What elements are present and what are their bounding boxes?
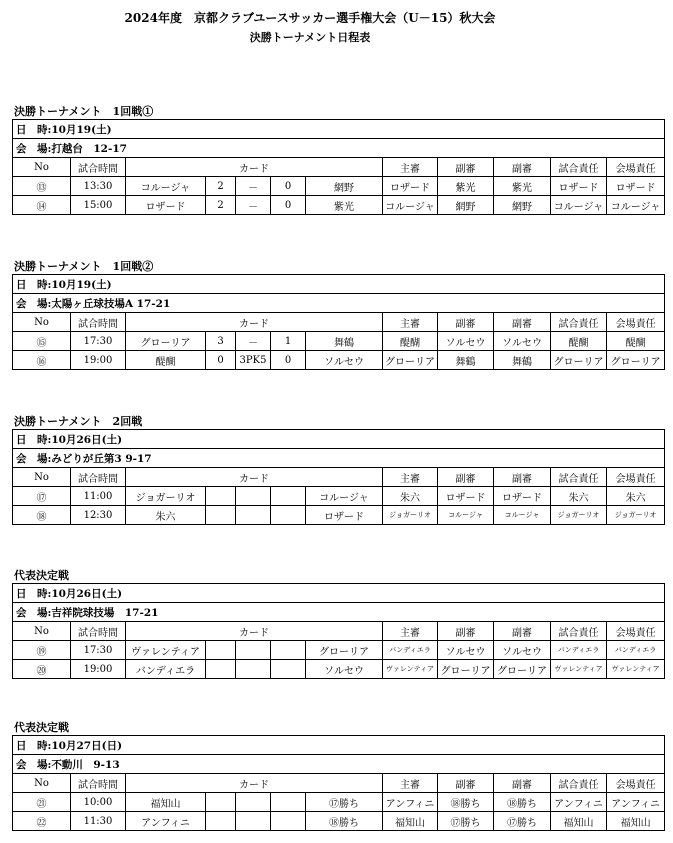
cell-score2 <box>271 641 306 660</box>
match-row <box>13 641 665 660</box>
date-row <box>13 430 665 449</box>
cell-no: ⑯ <box>13 351 71 370</box>
cell-venue-manager: バンディエラ <box>607 641 665 660</box>
header-card: カード <box>126 468 383 487</box>
cell-match-manager: 福知山 <box>551 812 607 831</box>
cell-assistant1: グローリア <box>438 660 494 679</box>
header-row <box>13 158 665 177</box>
cell-score2: 1 <box>271 332 306 351</box>
header-card: カード <box>126 313 383 332</box>
section-title: 決勝トーナメント 1回戦① <box>14 105 154 118</box>
cell-team2: 紫光 <box>306 196 383 215</box>
match-venue: 会 場:みどりが丘第3 9-17 <box>13 449 665 468</box>
cell-team1: ヴァレンティア <box>126 641 206 660</box>
cell-assistant2: ロザード <box>494 487 551 506</box>
header-match-manager: 試合責任 <box>551 313 607 332</box>
section-title: 決勝トーナメント 2回戦 <box>14 415 143 428</box>
match-row <box>13 487 665 506</box>
cell-team1: 醍醐 <box>126 351 206 370</box>
header-time: 試合時間 <box>71 622 126 641</box>
match-row <box>13 196 665 215</box>
cell-venue-manager: ジョガーリオ <box>607 506 665 525</box>
header-time: 試合時間 <box>71 158 126 177</box>
cell-score2 <box>271 506 306 525</box>
schedule-section <box>12 720 664 831</box>
match-date: 日 時:10月26日(土) <box>13 584 665 603</box>
cell-assistant1: 舞鶴 <box>438 351 494 370</box>
cell-match-manager: ジョガーリオ <box>551 506 607 525</box>
header-row <box>13 313 665 332</box>
date-row <box>13 736 665 755</box>
cell-mid: － <box>236 177 271 196</box>
header-no: No <box>13 774 71 793</box>
cell-assistant1: ロザード <box>438 487 494 506</box>
cell-mid <box>236 641 271 660</box>
cell-time: 13:30 <box>71 177 126 196</box>
cell-team2: ソルセウ <box>306 660 383 679</box>
cell-venue-manager: ロザード <box>607 177 665 196</box>
cell-team1: バンディエラ <box>126 660 206 679</box>
cell-no: ㉒ <box>13 812 71 831</box>
cell-venue-manager: アンフィニ <box>607 793 665 812</box>
cell-assistant1: コルージャ <box>438 506 494 525</box>
header-row <box>13 468 665 487</box>
date-row <box>13 120 665 139</box>
cell-time: 11:30 <box>71 812 126 831</box>
header-assistant1: 副審 <box>438 622 494 641</box>
cell-assistant2: ソルセウ <box>494 641 551 660</box>
header-time: 試合時間 <box>71 313 126 332</box>
cell-team1: ロザード <box>126 196 206 215</box>
header-no: No <box>13 622 71 641</box>
cell-venue-manager: 福知山 <box>607 812 665 831</box>
header-match-manager: 試合責任 <box>551 774 607 793</box>
cell-team2: ⑱勝ち <box>306 812 383 831</box>
match-date: 日 時:10月19(土) <box>13 120 665 139</box>
header-card: カード <box>126 622 383 641</box>
cell-match-manager: 朱六 <box>551 487 607 506</box>
cell-team2: ⑰勝ち <box>306 793 383 812</box>
header-match-manager: 試合責任 <box>551 622 607 641</box>
header-assistant2: 副審 <box>494 622 551 641</box>
cell-referee: バンディエラ <box>383 641 438 660</box>
cell-venue-manager: 朱六 <box>607 487 665 506</box>
cell-no: ⑮ <box>13 332 71 351</box>
match-venue: 会 場:太陽ヶ丘球技場A 17-21 <box>13 294 665 313</box>
cell-score1: 2 <box>206 177 236 196</box>
schedule-table <box>12 119 665 215</box>
cell-team1: 朱六 <box>126 506 206 525</box>
cell-score1: 3 <box>206 332 236 351</box>
header-no: No <box>13 468 71 487</box>
cell-no: ⑬ <box>13 177 71 196</box>
cell-score1 <box>206 506 236 525</box>
header-assistant1: 副審 <box>438 313 494 332</box>
cell-team2: 網野 <box>306 177 383 196</box>
cell-time: 19:00 <box>71 660 126 679</box>
cell-mid: 3PK5 <box>236 351 271 370</box>
match-row <box>13 660 665 679</box>
schedule-section <box>12 568 664 679</box>
cell-assistant2: 網野 <box>494 196 551 215</box>
cell-referee: アンフィニ <box>383 793 438 812</box>
section-title: 代表決定戦 <box>14 721 69 734</box>
cell-score2: 0 <box>271 351 306 370</box>
cell-score2: 0 <box>271 177 306 196</box>
cell-venue-manager: コルージャ <box>607 196 665 215</box>
cell-assistant1: ソルセウ <box>438 332 494 351</box>
cell-mid <box>236 812 271 831</box>
cell-referee: 福知山 <box>383 812 438 831</box>
date-row <box>13 275 665 294</box>
header-referee: 主審 <box>383 774 438 793</box>
cell-no: ㉑ <box>13 793 71 812</box>
cell-team2: ロザード <box>306 506 383 525</box>
cell-team2: ソルセウ <box>306 351 383 370</box>
schedule-table <box>12 429 665 525</box>
cell-assistant1: ⑰勝ち <box>438 812 494 831</box>
cell-team1: アンフィニ <box>126 812 206 831</box>
header-referee: 主審 <box>383 158 438 177</box>
cell-mid <box>236 487 271 506</box>
cell-no: ⑲ <box>13 641 71 660</box>
cell-score1 <box>206 641 236 660</box>
cell-referee: ジョガーリオ <box>383 506 438 525</box>
header-time: 試合時間 <box>71 468 126 487</box>
cell-mid <box>236 506 271 525</box>
cell-venue-manager: ヴァレンティア <box>607 660 665 679</box>
match-date: 日 時:10月26日(土) <box>13 430 665 449</box>
match-venue: 会 場:吉祥院球技場 17-21 <box>13 603 665 622</box>
document-title: 2024年度 京都クラブユースサッカー選手権大会（U－15）秋大会 <box>124 11 496 25</box>
cell-venue-manager: グローリア <box>607 351 665 370</box>
cell-team1: コルージャ <box>126 177 206 196</box>
match-row <box>13 177 665 196</box>
header-no: No <box>13 313 71 332</box>
cell-mid: － <box>236 196 271 215</box>
cell-team1: ジョガーリオ <box>126 487 206 506</box>
cell-team2: グローリア <box>306 641 383 660</box>
cell-score1 <box>206 660 236 679</box>
cell-team1: グローリア <box>126 332 206 351</box>
header-assistant2: 副審 <box>494 774 551 793</box>
header-referee: 主審 <box>383 468 438 487</box>
cell-score1 <box>206 793 236 812</box>
header-venue-manager: 会場責任 <box>607 313 665 332</box>
cell-match-manager: アンフィニ <box>551 793 607 812</box>
venue-row <box>13 755 665 774</box>
cell-mid <box>236 793 271 812</box>
header-venue-manager: 会場責任 <box>607 158 665 177</box>
match-date: 日 時:10月27日(日) <box>13 736 665 755</box>
cell-no: ⑰ <box>13 487 71 506</box>
match-row <box>13 793 665 812</box>
match-venue: 会 場:打越台 12-17 <box>13 139 665 158</box>
cell-mid <box>236 660 271 679</box>
cell-match-manager: 醍醐 <box>551 332 607 351</box>
cell-no: ⑱ <box>13 506 71 525</box>
cell-assistant2: ⑰勝ち <box>494 812 551 831</box>
cell-score1 <box>206 812 236 831</box>
cell-time: 15:00 <box>71 196 126 215</box>
schedule-table <box>12 274 665 370</box>
schedule-section <box>12 104 664 215</box>
cell-referee: 朱六 <box>383 487 438 506</box>
cell-referee: コルージャ <box>383 196 438 215</box>
header-referee: 主審 <box>383 313 438 332</box>
cell-match-manager: コルージャ <box>551 196 607 215</box>
header-assistant1: 副審 <box>438 158 494 177</box>
cell-score2 <box>271 812 306 831</box>
match-date: 日 時:10月19(土) <box>13 275 665 294</box>
section-title: 決勝トーナメント 1回戦② <box>14 260 154 273</box>
schedule-table <box>12 583 665 679</box>
cell-score1: 0 <box>206 351 236 370</box>
cell-referee: グローリア <box>383 351 438 370</box>
cell-assistant1: 網野 <box>438 196 494 215</box>
cell-team2: コルージャ <box>306 487 383 506</box>
date-row <box>13 584 665 603</box>
header-assistant1: 副審 <box>438 774 494 793</box>
cell-time: 12:30 <box>71 506 126 525</box>
header-venue-manager: 会場責任 <box>607 622 665 641</box>
header-assistant2: 副審 <box>494 313 551 332</box>
cell-score2 <box>271 660 306 679</box>
header-match-manager: 試合責任 <box>551 468 607 487</box>
cell-team1: 福知山 <box>126 793 206 812</box>
cell-assistant2: グローリア <box>494 660 551 679</box>
header-row <box>13 622 665 641</box>
schedule-section <box>12 259 664 370</box>
cell-assistant2: ソルセウ <box>494 332 551 351</box>
section-title: 代表決定戦 <box>14 569 69 582</box>
venue-row <box>13 294 665 313</box>
cell-assistant2: 紫光 <box>494 177 551 196</box>
cell-time: 17:30 <box>71 332 126 351</box>
header-assistant2: 副審 <box>494 468 551 487</box>
cell-assistant2: 舞鶴 <box>494 351 551 370</box>
header-referee: 主審 <box>383 622 438 641</box>
header-time: 試合時間 <box>71 774 126 793</box>
schedule-table <box>12 735 665 831</box>
cell-assistant2: ⑱勝ち <box>494 793 551 812</box>
cell-match-manager: グローリア <box>551 351 607 370</box>
schedule-section <box>12 414 664 525</box>
header-assistant1: 副審 <box>438 468 494 487</box>
match-venue: 会 場:不動川 9-13 <box>13 755 665 774</box>
match-row <box>13 332 665 351</box>
cell-mid: － <box>236 332 271 351</box>
cell-score1 <box>206 487 236 506</box>
cell-match-manager: ロザード <box>551 177 607 196</box>
header-card: カード <box>126 158 383 177</box>
cell-score2: 0 <box>271 196 306 215</box>
header-card: カード <box>126 774 383 793</box>
cell-time: 19:00 <box>71 351 126 370</box>
cell-score2 <box>271 487 306 506</box>
header-no: No <box>13 158 71 177</box>
cell-referee: ヴァレンティア <box>383 660 438 679</box>
cell-assistant2: コルージャ <box>494 506 551 525</box>
cell-team2: 舞鶴 <box>306 332 383 351</box>
cell-match-manager: ヴァレンティア <box>551 660 607 679</box>
header-venue-manager: 会場責任 <box>607 774 665 793</box>
cell-time: 10:00 <box>71 793 126 812</box>
cell-score1: 2 <box>206 196 236 215</box>
header-match-manager: 試合責任 <box>551 158 607 177</box>
cell-referee: ロザード <box>383 177 438 196</box>
venue-row <box>13 449 665 468</box>
header-assistant2: 副審 <box>494 158 551 177</box>
cell-time: 17:30 <box>71 641 126 660</box>
match-row <box>13 506 665 525</box>
cell-match-manager: バンディエラ <box>551 641 607 660</box>
document-subtitle: 決勝トーナメント日程表 <box>249 31 371 44</box>
cell-referee: 醍醐 <box>383 332 438 351</box>
cell-assistant1: ソルセウ <box>438 641 494 660</box>
cell-assistant1: 紫光 <box>438 177 494 196</box>
match-row <box>13 812 665 831</box>
cell-venue-manager: 醍醐 <box>607 332 665 351</box>
cell-time: 11:00 <box>71 487 126 506</box>
venue-row <box>13 603 665 622</box>
venue-row <box>13 139 665 158</box>
cell-no: ⑳ <box>13 660 71 679</box>
cell-no: ⑭ <box>13 196 71 215</box>
match-row <box>13 351 665 370</box>
cell-score2 <box>271 793 306 812</box>
cell-assistant1: ⑱勝ち <box>438 793 494 812</box>
header-row <box>13 774 665 793</box>
header-venue-manager: 会場責任 <box>607 468 665 487</box>
